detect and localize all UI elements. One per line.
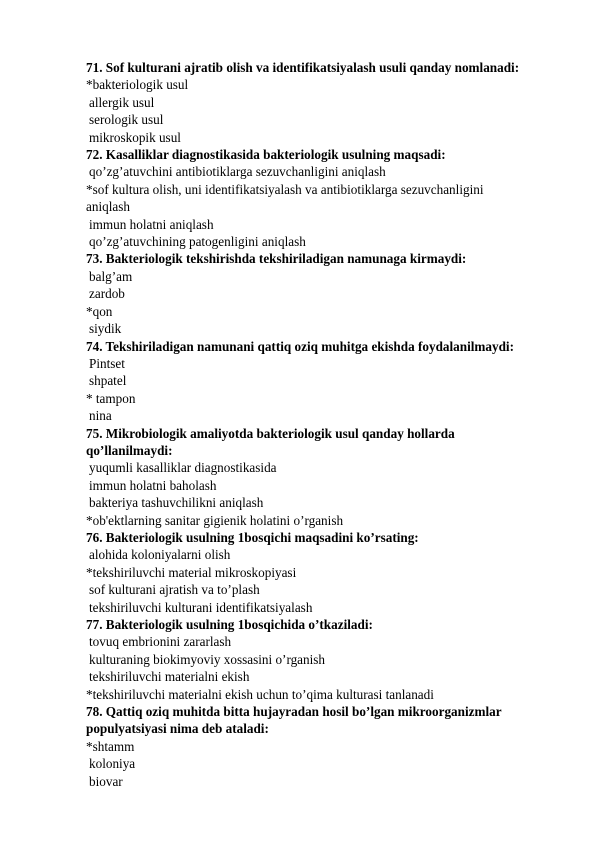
answer-option-correct: *shtamm [86, 738, 135, 754]
answer-option: immun holatni aniqlash [89, 216, 214, 232]
answer-option-correct: *sof kultura olish, uni identifikatsiyalash va antibiotiklarga sezuvchanligini [86, 181, 484, 197]
answer-option: qo’zg’atuvchini antibiotiklarga sezuvchanligini aniqlash [89, 164, 386, 180]
answer-option: tovuq embrionini zararlash [89, 634, 232, 650]
answer-option: tekshiriluvchi materialni ekish [89, 669, 250, 685]
question-block [86, 703, 566, 790]
answer-option: immun holatni baholash [89, 477, 217, 493]
answer-option: balg’am [89, 268, 133, 284]
answer-option: sof kulturani ajratish va to’plash [89, 582, 260, 598]
answer-option: zardob [89, 286, 125, 302]
question-text-continuation: populyatsiyasi nima deb ataladi: [86, 721, 269, 737]
question-text: 71. Sof kulturani ajratib olish va identifikatsiyalash usuli qanday nomlanadi: [86, 60, 520, 75]
answer-option: shpatel [89, 373, 127, 389]
answer-option: mikroskopik usul [89, 129, 181, 145]
answer-option: siydik [89, 321, 122, 337]
answer-option-correct: *bakteriologik usul [86, 77, 189, 93]
answer-option-correct: *tekshiriluvchi materialni ekish uchun to’qima kulturasi tanlanadi [86, 686, 434, 702]
question-text: 78. Qattiq oziq muhitda bitta hujayradan hosil bo’lgan mikroorganizmlar [86, 704, 502, 720]
question-text: 75. Mikrobiologik amaliyotda bakteriologik usul qanday hollarda [86, 425, 455, 441]
answer-option-correct: * tampon [86, 390, 136, 406]
question-text: 72. Kasalliklar diagnostikasida bakteriologik usulning maqsadi: [86, 147, 446, 163]
answer-option-correct: *ob'ektlarning sanitar gigienik holatini o’rganish [86, 512, 344, 528]
question-text: 76. Bakteriologik usulning 1bosqichi maqsadini ko’rsating: [86, 529, 419, 545]
answer-option: alohida koloniyalarni olish [89, 547, 231, 563]
answer-option-correct: *qon [86, 303, 113, 319]
answer-option: bakteriya tashuvchilikni aniqlash [89, 495, 264, 511]
question-block [86, 250, 566, 337]
question-block [86, 146, 566, 250]
question-block [86, 425, 566, 529]
answer-option: yuqumli kasalliklar diagnostikasida [89, 460, 277, 476]
question-text: 73. Bakteriologik tekshirishda tekshiriladigan namunaga kirmaydi: [86, 251, 467, 267]
question-text-continuation: qo’llanilmaydi: [86, 442, 173, 458]
answer-option-continuation: aniqlash [86, 199, 130, 215]
answer-option: qo’zg’atuvchining patogenligini aniqlash [89, 234, 306, 250]
answer-option: koloniya [89, 756, 136, 772]
question-text: 77. Bakteriologik usulning 1bosqichida o’tkaziladi: [86, 617, 373, 632]
quiz-document [86, 59, 566, 790]
question-block [86, 616, 566, 703]
answer-option: allergik usul [89, 94, 155, 110]
answer-option: tekshiriluvchi kulturani identifikatsiyalash [89, 599, 313, 615]
question-block [86, 59, 566, 146]
answer-option-correct: *tekshiriluvchi material mikroskopiyasi [86, 564, 297, 580]
answer-option: kulturaning biokimyoviy xossasini o’rganish [89, 651, 326, 667]
question-text: 74. Tekshiriladigan namunani qattiq oziq muhitga ekishda foydalanilmaydi: [86, 338, 514, 354]
question-block [86, 338, 566, 425]
answer-option: serologik usul [89, 112, 164, 128]
answer-option: biovar [89, 773, 123, 789]
answer-option: Pintset [89, 355, 125, 371]
question-block [86, 529, 566, 616]
answer-option: nina [89, 408, 112, 424]
